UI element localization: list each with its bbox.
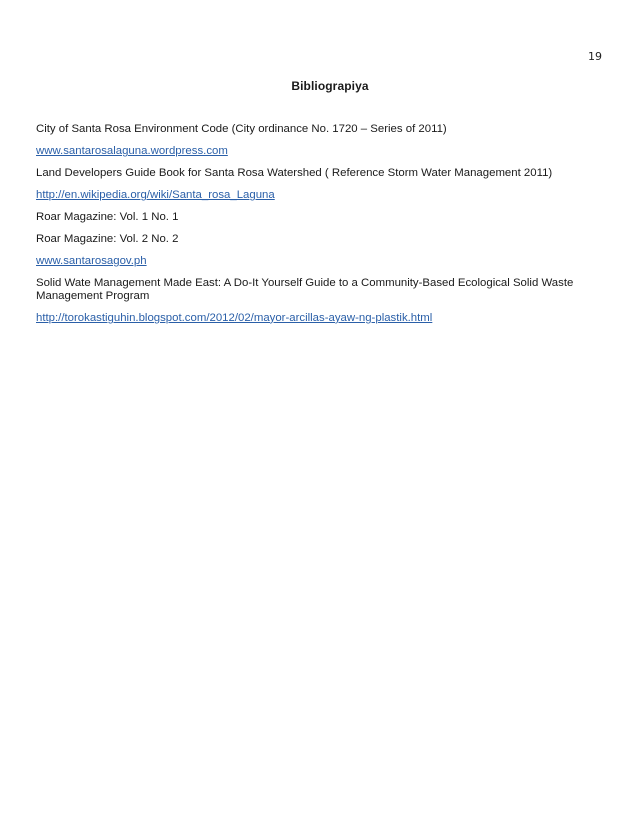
bibliography-entry-solid-waste-guide: Solid Wate Management Made East: A Do-It Yourself Guide to a Community-Based Ecological Solid Waste Management Program	[36, 277, 574, 302]
bibliography-list	[36, 123, 606, 334]
bibliography-link-santarosalaguna[interactable]: www.santarosalaguna.wordpress.com	[36, 145, 228, 157]
bibliography-link-torokastiguhin[interactable]: http://torokastiguhin.blogspot.com/2012/02/mayor-arcillas-ayaw-ng-plastik.html	[36, 312, 433, 324]
bibliography-entry-roar-vol1: Roar Magazine: Vol. 1 No. 1	[36, 211, 179, 223]
page-number: 19	[588, 50, 602, 63]
page-title: Bibliograpiya	[291, 79, 369, 93]
bibliography-link-santarosagov[interactable]: www.santarosagov.ph	[36, 255, 147, 267]
bibliography-entry-city-code: City of Santa Rosa Environment Code (City ordinance No. 1720 – Series of 2011)	[36, 123, 447, 135]
bibliography-entry-roar-vol2: Roar Magazine: Vol. 2 No. 2	[36, 233, 179, 245]
bibliography-link-wikipedia[interactable]: http://en.wikipedia.org/wiki/Santa_rosa_Laguna	[36, 189, 275, 201]
bibliography-entry-land-developers-guide: Land Developers Guide Book for Santa Rosa Watershed ( Reference Storm Water Management 2011)	[36, 167, 553, 179]
